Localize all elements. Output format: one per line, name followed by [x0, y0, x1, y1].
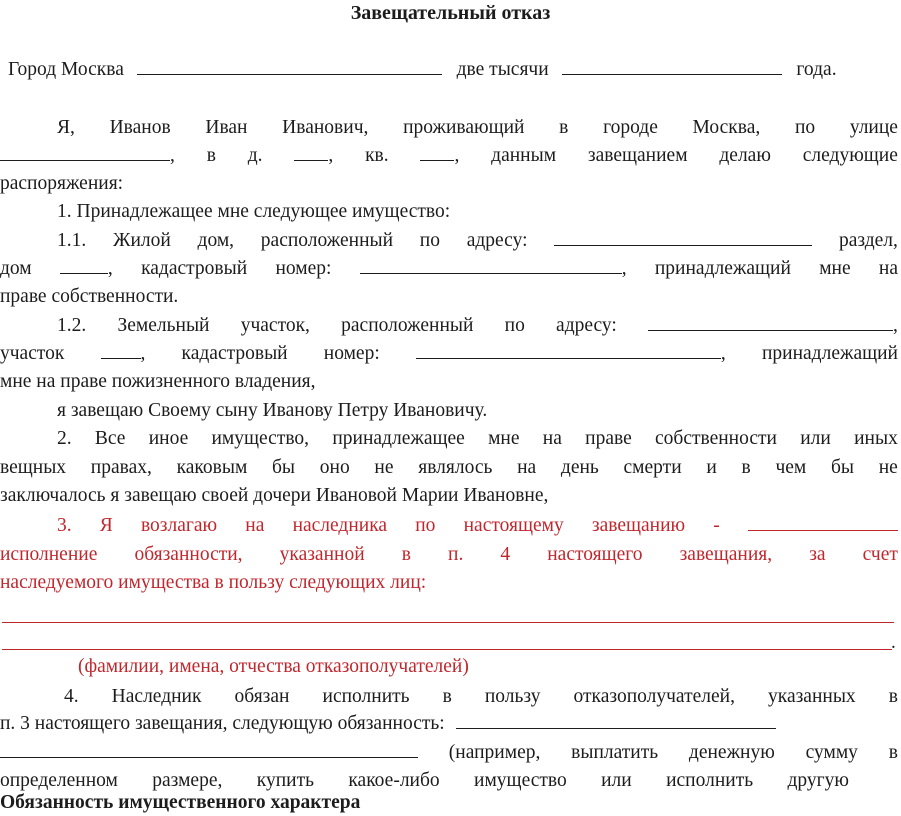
- item-4-line-3: (например, выплатить денежную сумму в: [0, 739, 901, 766]
- document-title: Завещательный отказ: [350, 2, 551, 24]
- date-blank: [137, 56, 442, 75]
- item-2-line-3: заключалось я завещаю своей дочери Ивановой Марии Ивановне,: [0, 485, 549, 506]
- item-1-2-line-1: 1.2. Земельный участок, расположенный по адресу: ,: [0, 312, 901, 339]
- year-suffix: года.: [796, 59, 837, 80]
- item-1-2-line-4: я завещаю Своему сыну Иванову Петру Ивановичу.: [57, 400, 488, 421]
- year-blank: [562, 56, 782, 75]
- land-cadastral-blank: [416, 340, 721, 359]
- city-date-line: [8, 56, 892, 83]
- land-address-blank: [648, 312, 893, 331]
- legatee-rule-1: [2, 622, 894, 623]
- intro-line-2: , в д. , кв. , данным завещанием делаю следующие: [0, 142, 901, 169]
- intro-line-3: распоряжения:: [0, 173, 124, 194]
- legatee-rule-2: [2, 649, 892, 650]
- item-4-line-5-cut: Обязанность имущественного характера: [0, 792, 361, 813]
- item-1-2-line-2: участок , кадастровый номер: , принадлежащий: [0, 340, 901, 367]
- item-4-line-2: п. 3 настоящего завещания, следующую обязанность:: [0, 710, 901, 737]
- item-3-line-3: наследуемого имущества в пользу следующих лиц:: [0, 572, 427, 593]
- legatees-note: (фамилии, имена, отчества отказополучателей): [78, 656, 469, 677]
- obligation-blank-2: [0, 739, 418, 758]
- heir-blank: [748, 512, 898, 531]
- house-number-blank: [60, 255, 108, 274]
- obligation-blank-1: [456, 710, 776, 729]
- house-address-blank: [554, 227, 812, 246]
- item-4-line-4: определенном размере, купить какое-либо имущество или исполнить другую: [0, 770, 849, 791]
- rule-end-dot: .: [891, 632, 896, 653]
- house-cadastral-blank: [360, 255, 622, 274]
- item-1-heading: 1. Принадлежащее мне следующее имущество:: [57, 201, 451, 222]
- item-1-1-line-1: 1.1. Жилой дом, расположенный по адресу: раздел,: [0, 227, 901, 254]
- street-blank: [0, 142, 170, 161]
- city-label: Город Москва: [8, 59, 124, 80]
- intro-line-1: Я, Иванов Иван Иванович, проживающий в городе Москва, по улице: [57, 117, 898, 138]
- year-prefix: две тысячи: [456, 59, 549, 80]
- item-1-1-line-2: дом , кадастровый номер: , принадлежащий мне на: [0, 255, 901, 282]
- house-blank: [294, 142, 328, 161]
- item-2-line-1: 2. Все иное имущество, принадлежащее мне на праве собственности или иных: [57, 428, 898, 449]
- item-4-line-1: 4. Наследник обязан исполнить в пользу отказополучателей, указанных в: [64, 686, 898, 707]
- item-1-1-line-3: праве собственности.: [0, 286, 179, 307]
- plot-number-blank: [101, 340, 141, 359]
- item-3-line-1: 3. Я возлагаю на наследника по настоящему завещанию -: [0, 512, 901, 539]
- item-1-2-line-3: мне на праве пожизненного владения,: [0, 371, 316, 392]
- item-3-line-2: исполнение обязанности, указанной в п. 4 настоящего завещания, за счет: [0, 544, 898, 565]
- apt-blank: [420, 142, 454, 161]
- item-2-line-2: вещных правах, каковым бы оно не являлось на день смерти и в чем бы не: [0, 457, 898, 478]
